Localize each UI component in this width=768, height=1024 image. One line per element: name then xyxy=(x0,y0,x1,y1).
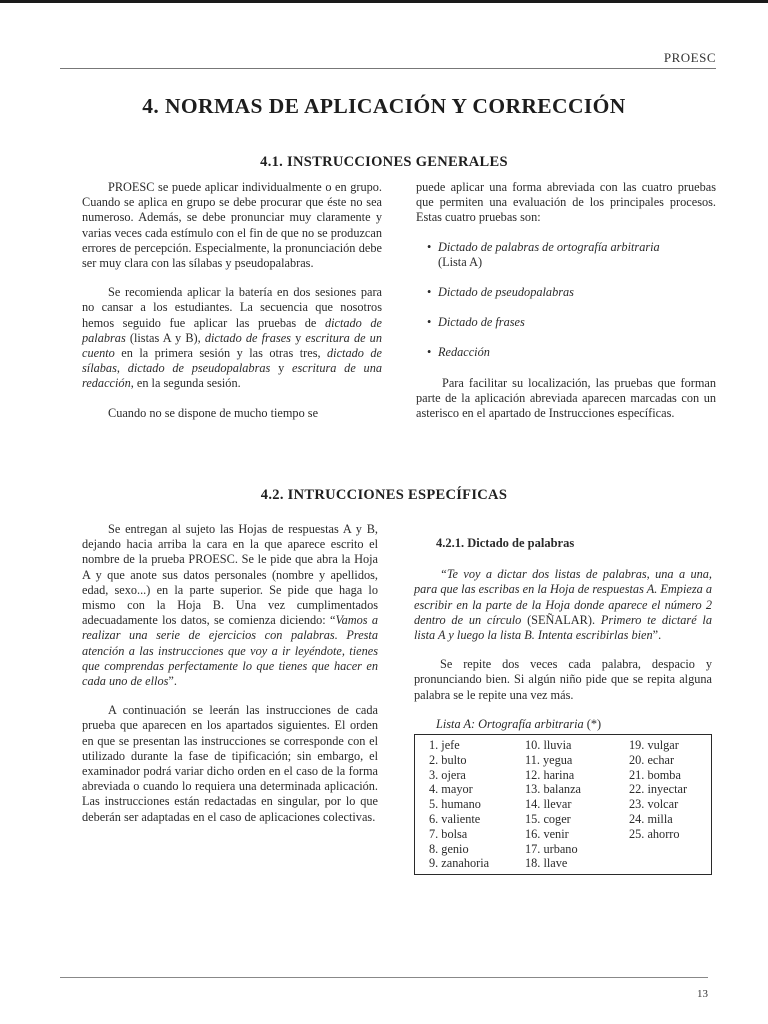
list-item: • Dictado de frases xyxy=(427,315,525,330)
section-4-2-left-column xyxy=(82,522,378,839)
chapter-title: 4. NORMAS DE APLICACIÓN Y CORRECCIÓN xyxy=(142,94,626,118)
abbreviated-tests-list xyxy=(416,240,716,361)
word-entry: 9. zanahoria xyxy=(429,856,490,871)
word-column-1 xyxy=(429,738,525,871)
bullet-icon: • xyxy=(427,239,432,254)
word-entry: 1. jefe xyxy=(429,738,460,753)
list-item: • Redacción xyxy=(427,345,490,360)
paragraph: Cuando no se dispone de mucho tiempo se xyxy=(108,405,319,420)
bullet-icon: • xyxy=(427,285,432,300)
paragraph: Se repite dos veces cada palabra, despacio y pronunciando bien. Si algún niño pide que se repita alguna palabra se le repite una vez más. xyxy=(414,657,712,702)
word-entry: 13. balanza xyxy=(525,782,581,797)
paragraph: A continuación se leerán las instrucciones de cada prueba que aparecen en los apartados siguientes. El orden en que se presentan las instrucciones se corresponde con el utilizado durante la fase de tipificación; sin embargo, el examinador podrá variar dicho orden en el caso de la forma abreviada o cuando lo requiera una determinada aplicación. Las instrucciones están redactadas en singular, por lo que deberán ser adaptadas en el caso de aplicaciones colectivas. xyxy=(82,703,378,824)
table-caption: Lista A: Ortografía arbitraria (*) xyxy=(436,716,602,731)
word-entry: 21. bomba xyxy=(629,767,681,782)
word-entry: 4. mayor xyxy=(429,782,473,797)
paragraph: puede aplicar una forma abreviada con las cuatro pruebas que permiten una evaluación de los principales procesos. Estas cuatro pruebas son: xyxy=(416,180,716,225)
asterisk-mark: (*) xyxy=(586,716,602,731)
bullet-icon: • xyxy=(427,345,432,360)
word-column-2 xyxy=(525,738,629,871)
word-column-3 xyxy=(629,738,701,871)
paragraph: Para facilitar su localización, las pruebas que forman parte de la aplicación abreviada aparecen marcadas con un asterisco en el apartado de Instrucciones específicas. xyxy=(416,375,716,421)
section-4-1-left-column xyxy=(82,180,382,435)
word-entry: 15. coger xyxy=(525,812,571,827)
word-entry: 20. echar xyxy=(629,752,675,767)
word-entry: 7. bolsa xyxy=(429,826,468,841)
section-heading-4-2: 4.2. INTRUCCIONES ESPECÍFICAS xyxy=(260,487,508,503)
word-entry: 12. harina xyxy=(525,767,575,782)
bullet-icon: • xyxy=(427,315,432,330)
paragraph: Se recomienda aplicar la batería en dos sesiones para no cansar a los estudiantes. La secuencia que nosotros hemos seguido fue aplicar las pruebas de dictado de palabras (listas A y B), dictado de frases y escritura de un cuento en la primera sesión y las otras tres, dictado de sílabas, dictado de pseudopalabras y escritura de una redacción, en la segunda sesión. xyxy=(82,285,382,391)
list-item: • Dictado de palabras de ortografía arbitraria (Lista A) xyxy=(427,239,660,269)
word-entry: 8. genio xyxy=(429,841,469,856)
footer-rule xyxy=(60,977,708,978)
word-entry: 17. urbano xyxy=(525,841,578,856)
list-item: • Dictado de pseudopalabras xyxy=(427,285,574,300)
subsection-heading-4-2-1: 4.2.1. Dictado de palabras xyxy=(436,536,575,550)
word-entry: 5. humano xyxy=(429,797,481,812)
word-entry: 2. bulto xyxy=(429,752,467,767)
word-entry: 23. volcar xyxy=(629,797,679,812)
running-header: PROESC xyxy=(663,50,716,65)
paragraph: Se entregan al sujeto las Hojas de respuestas A y B, dejando hacia arriba la cara en la que aparece escrito el nombre de la prueba PROESC. Se le pide que abra la Hoja A y que anote sus datos personales (nombre y apellidos, edad, sexo...) en la parte superior. Se pide que haga lo mismo con la Hoja B. Una vez cumplimentados adecuadamente los datos, se comienza diciendo: “Vamos a realizar una serie de ejercicios con palabras. Presta atención a las instrucciones que voy a ir leyéndote, tienes que comprendas perfectamente lo que tienes que hacer en cada uno de ellos”. xyxy=(82,522,378,689)
word-entry: 25. ahorro xyxy=(629,826,680,841)
word-list-a-table xyxy=(414,734,712,875)
word-entry: 6. valiente xyxy=(429,812,481,827)
section-heading-4-1: 4.1. INSTRUCCIONES GENERALES xyxy=(260,154,508,170)
page-number: 13 xyxy=(697,988,708,1000)
word-entry: 24. milla xyxy=(629,812,673,827)
word-entry: 22. inyectar xyxy=(629,782,688,797)
word-entry: 3. ojera xyxy=(429,767,466,782)
paragraph: “Te voy a dictar dos listas de palabras, una a una, para que las escribas en la Hoja de respuestas A. Empieza a escribir en la parte de la Hoja donde aparece el número 2 dentro de un círculo (SEÑALAR). Primero te dictaré la lista A y luego la lista B. Intenta escribirlas bien”. xyxy=(414,567,712,643)
section-4-2-right-column xyxy=(414,536,712,875)
section-4-1-right-column xyxy=(416,180,716,435)
word-entry: 19. vulgar xyxy=(629,738,679,753)
header-rule xyxy=(60,68,716,69)
word-entry: 16. venir xyxy=(525,826,569,841)
paragraph: PROESC se puede aplicar individualmente o en grupo. Cuando se aplica en grupo se debe procurar que éste no sea numeroso. Además, se debe pronunciar muy claramente y varias veces cada estímulo con el fin de que no se produzcan errores de percepción. Especialmente, la pronunciación debe ser muy clara con las sílabas y pseudopalabras. xyxy=(82,180,382,271)
word-entry: 18. llave xyxy=(525,856,568,871)
word-entry: 10. lluvia xyxy=(525,738,572,753)
word-entry: 11. yegua xyxy=(525,752,573,767)
word-entry: 14. llevar xyxy=(525,797,572,812)
scan-top-edge xyxy=(0,0,768,3)
